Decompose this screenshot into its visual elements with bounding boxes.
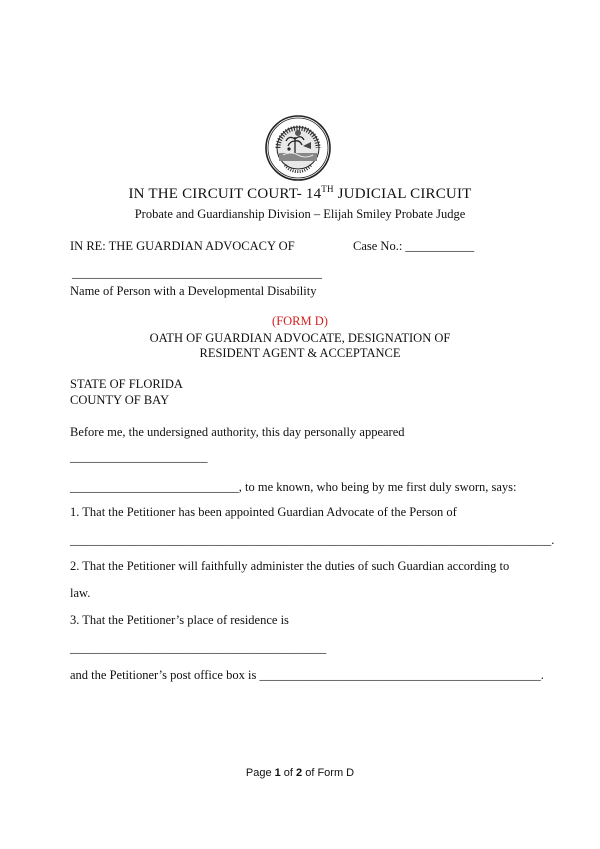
intro-paragraph: Before me, the undersigned authority, this day personally appeared bbox=[70, 425, 405, 439]
form-label: (FORM D) bbox=[272, 314, 328, 328]
court-heading bbox=[0, 186, 600, 203]
case-number-field: Case No.: ___________ bbox=[353, 239, 475, 253]
page-word: Page bbox=[245, 767, 275, 779]
form-reference: of Form D bbox=[302, 767, 355, 779]
residence-blank: _________________________________________ bbox=[70, 641, 327, 655]
item-2-continued: law. bbox=[70, 586, 91, 600]
person-name-label: Name of Person with a Developmental Disability bbox=[70, 284, 317, 298]
form-title-line-1: OATH OF GUARDIAN ADVOCATE, DESIGNATION OF bbox=[149, 331, 451, 345]
court-prefix: IN THE CIRCUIT COURT- 14 bbox=[128, 186, 322, 202]
division-line: Probate and Guardianship Division – Elijah Smiley Probate Judge bbox=[134, 207, 466, 221]
item-1: 1. That the Petitioner has been appointed Guardian Advocate of the Person of bbox=[70, 505, 457, 519]
court-suffix: JUDICIAL CIRCUIT bbox=[333, 186, 472, 202]
in-re-label: IN RE: THE GUARDIAN ADVOCACY OF bbox=[70, 239, 295, 253]
affiant-name-blank: ______________________ bbox=[70, 450, 208, 464]
of-word: of bbox=[280, 767, 297, 779]
state-seal-icon bbox=[265, 115, 331, 181]
po-box-line: and the Petitioner’s post office box is _____________________________________________. bbox=[70, 668, 544, 682]
page-total: 2 bbox=[296, 767, 303, 779]
page-footer bbox=[0, 767, 600, 779]
court-ordinal: TH bbox=[321, 184, 334, 194]
venue-county: COUNTY OF BAY bbox=[70, 393, 170, 407]
item-1-blank: _____________________________________________________________________________. bbox=[70, 533, 555, 547]
venue-state: STATE OF FLORIDA bbox=[70, 377, 183, 391]
item-3: 3. That the Petitioner’s place of residence is bbox=[70, 613, 289, 627]
form-title-line-2: RESIDENT AGENT & ACCEPTANCE bbox=[199, 346, 401, 360]
sworn-statement: ___________________________, to me known, who being by me first duly sworn, says: bbox=[70, 480, 517, 494]
page-number: 1 bbox=[274, 767, 281, 779]
person-name-blank: ________________________________________ bbox=[72, 266, 322, 280]
item-2: 2. That the Petitioner will faithfully administer the duties of such Guardian according to bbox=[70, 559, 510, 573]
